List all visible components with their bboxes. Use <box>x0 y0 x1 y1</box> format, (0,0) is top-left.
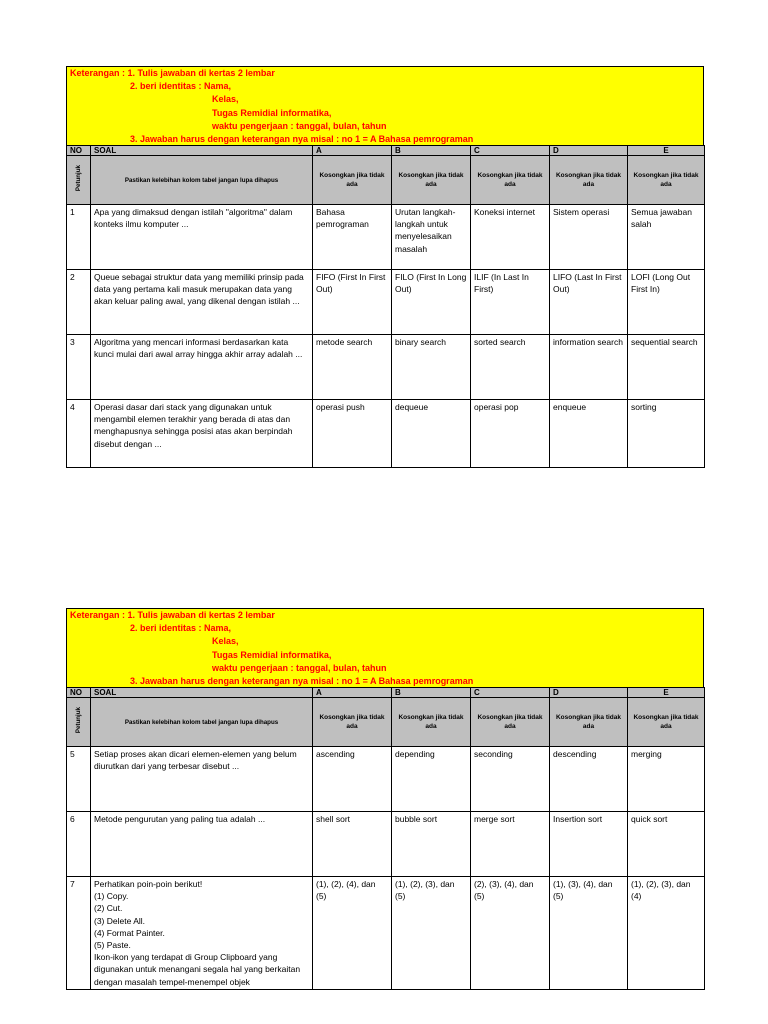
header-a: A <box>313 688 392 698</box>
header-e: E <box>628 688 705 698</box>
question-text: Perhatikan poin-poin berikut! (1) Copy. (2) Cut. (3) Delete All. (4) Format Painter. (5) Paste. Ikon-ikon yang terdapat di Group Clipboard yang digunakan untuk menangani segala hal yang berkaitan dengan masalah tempel-menempel objek <box>91 877 313 990</box>
option-a: (1), (2), (4), dan (5) <box>313 877 392 990</box>
instruction-line-6: 3. Jawaban harus dengan keterangan nya misal : no 1 = A Bahasa pemrograman <box>130 676 474 686</box>
question-number: 3 <box>67 335 91 400</box>
option-d: descending <box>550 747 628 812</box>
option-note-c: Kosongkan jika tidak ada <box>471 698 550 747</box>
instruction-cell: Pastikan kelebihan kolom tabel jangan lupa dihapus <box>91 156 313 205</box>
instruction-line-5: waktu pengerjaan : tanggal, bulan, tahun <box>212 663 387 673</box>
instructions-box <box>66 66 704 145</box>
question-sheet-1 <box>66 66 704 468</box>
question-number: 1 <box>67 205 91 270</box>
option-b: dequeue <box>392 400 471 468</box>
option-note-a: Kosongkan jika tidak ada <box>313 698 392 747</box>
instruction-line-4: Tugas Remidial informatika, <box>212 649 332 660</box>
instruction-line-1: Keterangan : 1. Tulis jawaban di kertas 2 lembar <box>70 68 275 78</box>
header-a: A <box>313 146 392 156</box>
option-note-c: Kosongkan jika tidak ada <box>471 156 550 205</box>
option-e: (1), (2), (3), dan (4) <box>628 877 705 990</box>
option-c: sorted search <box>471 335 550 400</box>
option-e: sorting <box>628 400 705 468</box>
header-soal: SOAL <box>91 688 313 698</box>
option-note-b: Kosongkan jika tidak ada <box>392 156 471 205</box>
question-text: Queue sebagai struktur data yang memiliki prinsip pada data yang pertama kali masuk merupakan data yang akan keluar paling awal, yang dikenal dengan istilah ... <box>91 270 313 335</box>
question-text: Operasi dasar dari stack yang digunakan untuk mengambil elemen terakhir yang berada di atas dan menghapusnya sehingga posisi atas akan berpindah disebut dengan ... <box>91 400 313 468</box>
petunjuk-label: Petunjuk <box>75 165 82 192</box>
instruction-line-2: 2. beri identitas : Nama, <box>130 623 232 633</box>
header-no: NO <box>67 688 91 698</box>
option-a: FIFO (First In First Out) <box>313 270 392 335</box>
header-no: NO <box>67 146 91 156</box>
option-d: information search <box>550 335 628 400</box>
question-text: Algoritma yang mencari informasi berdasarkan kata kunci mulai dari awal array hingga akhir array adalah ... <box>91 335 313 400</box>
header-b: B <box>392 146 471 156</box>
table-header-row <box>67 688 705 698</box>
question-number: 2 <box>67 270 91 335</box>
option-e: quick sort <box>628 812 705 877</box>
option-note-d: Kosongkan jika tidak ada <box>550 156 628 205</box>
option-b: FILO (First In Long Out) <box>392 270 471 335</box>
header-c: C <box>471 688 550 698</box>
table-subheader-row <box>67 698 705 747</box>
option-c: seconding <box>471 747 550 812</box>
table-row <box>67 877 705 990</box>
option-c: (2), (3), (4), dan (5) <box>471 877 550 990</box>
option-note-d: Kosongkan jika tidak ada <box>550 698 628 747</box>
instruction-line-2: 2. beri identitas : Nama, <box>130 81 232 91</box>
table-row <box>67 747 705 812</box>
question-text: Apa yang dimaksud dengan istilah "algoritma" dalam konteks ilmu komputer ... <box>91 205 313 270</box>
instruction-line-5: waktu pengerjaan : tanggal, bulan, tahun <box>212 121 387 131</box>
option-note-e: Kosongkan jika tidak ada <box>628 698 705 747</box>
option-a: shell sort <box>313 812 392 877</box>
option-note-e: Kosongkan jika tidak ada <box>628 156 705 205</box>
petunjuk-cell <box>67 156 91 205</box>
option-c: operasi pop <box>471 400 550 468</box>
option-c: Koneksi internet <box>471 205 550 270</box>
header-c: C <box>471 146 550 156</box>
question-sheet-2 <box>66 608 704 990</box>
petunjuk-cell <box>67 698 91 747</box>
option-a: ascending <box>313 747 392 812</box>
option-e: LOFI (Long Out First In) <box>628 270 705 335</box>
table-subheader-row <box>67 156 705 205</box>
option-d: Insertion sort <box>550 812 628 877</box>
table-header-row <box>67 146 705 156</box>
table-row <box>67 812 705 877</box>
petunjuk-label: Petunjuk <box>75 707 82 734</box>
question-text: Setiap proses akan dicari elemen-elemen yang belum diurutkan dari yang terbesar disebut ... <box>91 747 313 812</box>
question-table <box>66 145 705 468</box>
option-c: ILIF (In Last In First) <box>471 270 550 335</box>
option-b: depending <box>392 747 471 812</box>
header-b: B <box>392 688 471 698</box>
option-e: sequential search <box>628 335 705 400</box>
option-d: LIFO (Last In First Out) <box>550 270 628 335</box>
table-row <box>67 270 705 335</box>
option-a: Bahasa pemrograman <box>313 205 392 270</box>
header-d: D <box>550 146 628 156</box>
instruction-line-1: Keterangan : 1. Tulis jawaban di kertas 2 lembar <box>70 610 275 620</box>
header-soal: SOAL <box>91 146 313 156</box>
instruction-line-6: 3. Jawaban harus dengan keterangan nya misal : no 1 = A Bahasa pemrograman <box>130 134 474 144</box>
question-number: 4 <box>67 400 91 468</box>
option-e: Semua jawaban salah <box>628 205 705 270</box>
table-row <box>67 335 705 400</box>
option-note-b: Kosongkan jika tidak ada <box>392 698 471 747</box>
option-note-a: Kosongkan jika tidak ada <box>313 156 392 205</box>
option-d: (1), (3), (4), dan (5) <box>550 877 628 990</box>
question-number: 5 <box>67 747 91 812</box>
question-number: 6 <box>67 812 91 877</box>
option-d: Sistem operasi <box>550 205 628 270</box>
instruction-line-3: Kelas, <box>212 636 239 646</box>
option-b: bubble sort <box>392 812 471 877</box>
question-number: 7 <box>67 877 91 990</box>
option-a: operasi push <box>313 400 392 468</box>
header-d: D <box>550 688 628 698</box>
option-b: binary search <box>392 335 471 400</box>
option-a: metode search <box>313 335 392 400</box>
question-text: Metode pengurutan yang paling tua adalah ... <box>91 812 313 877</box>
header-e: E <box>628 146 705 156</box>
instruction-cell: Pastikan kelebihan kolom tabel jangan lupa dihapus <box>91 698 313 747</box>
table-row <box>67 205 705 270</box>
option-b: (1), (2), (3), dan (5) <box>392 877 471 990</box>
option-d: enqueue <box>550 400 628 468</box>
question-table <box>66 687 705 990</box>
option-b: Urutan langkah-langkah untuk menyelesaikan masalah <box>392 205 471 270</box>
instructions-box <box>66 608 704 687</box>
instruction-line-4: Tugas Remidial informatika, <box>212 107 332 118</box>
option-c: merge sort <box>471 812 550 877</box>
table-row <box>67 400 705 468</box>
instruction-line-3: Kelas, <box>212 94 239 104</box>
option-e: merging <box>628 747 705 812</box>
